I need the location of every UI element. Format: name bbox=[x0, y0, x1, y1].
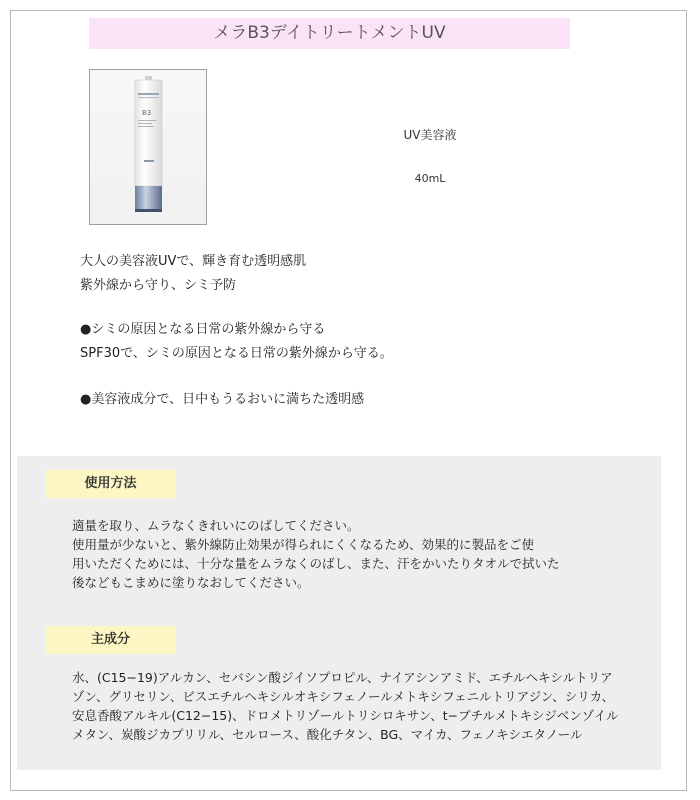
product-tube-graphic bbox=[90, 70, 208, 226]
usage-text bbox=[72, 516, 632, 592]
feature-1-title: ●シミの原因となる日常の紫外線から守る bbox=[80, 322, 326, 337]
feature-1-body: SPF30で、シミの原因となる日常の紫外線から守る。 bbox=[80, 346, 393, 361]
usage-heading: 使用方法 bbox=[45, 470, 176, 498]
usage-line-3: 用いただくためには、十分な量をムラなくのばし、また、汗をかいたりタオルで拭いた bbox=[72, 556, 560, 571]
usage-line-2: 使用量が少ないと、紫外線防止効果が得られにくくなるため、効果的に製品をご使 bbox=[72, 537, 535, 552]
ingredients-heading: 主成分 bbox=[45, 626, 176, 654]
intro-line-1: 大人の美容液UVで、輝き育む透明感肌 bbox=[80, 254, 307, 269]
intro-line-2: 紫外線から守り、シミ予防 bbox=[80, 278, 237, 293]
usage-line-4: 後などもこまめに塗りなおしてください。 bbox=[72, 575, 310, 590]
svg-text:B3: B3 bbox=[142, 109, 152, 117]
product-category: UV美容液 bbox=[403, 128, 457, 142]
feature-2 bbox=[80, 388, 364, 412]
product-volume: 40mL bbox=[414, 172, 446, 185]
usage-line-1: 適量を取り、ムラなくきれいにのばしてください。 bbox=[72, 518, 360, 533]
feature-2-title: ●美容液成分で、日中もうるおいに満ちた透明感 bbox=[80, 392, 365, 407]
product-image bbox=[89, 69, 207, 225]
intro-copy bbox=[80, 250, 306, 298]
ingredients-text: 水、(C15−19)アルカン、セバシン酸ジイソプロピル、ナイアシンアミド、エチルヘキシルトリアゾン、グリセリン、ビスエチルヘキシルオキシフェノールメトキシフェニルトリアジン、シリカ、安息香酸アルキル(C12−15)、ドロメトリゾールトリシロキサン、t−ブチルメトキシジベンゾイルメタン、炭酸ジカプリリル、セルロース、酸化チタン、BG、マイカ、フェノキシエタノール bbox=[72, 670, 619, 742]
product-title: メラB3デイトリートメントUV bbox=[89, 18, 570, 49]
feature-1 bbox=[80, 318, 393, 366]
